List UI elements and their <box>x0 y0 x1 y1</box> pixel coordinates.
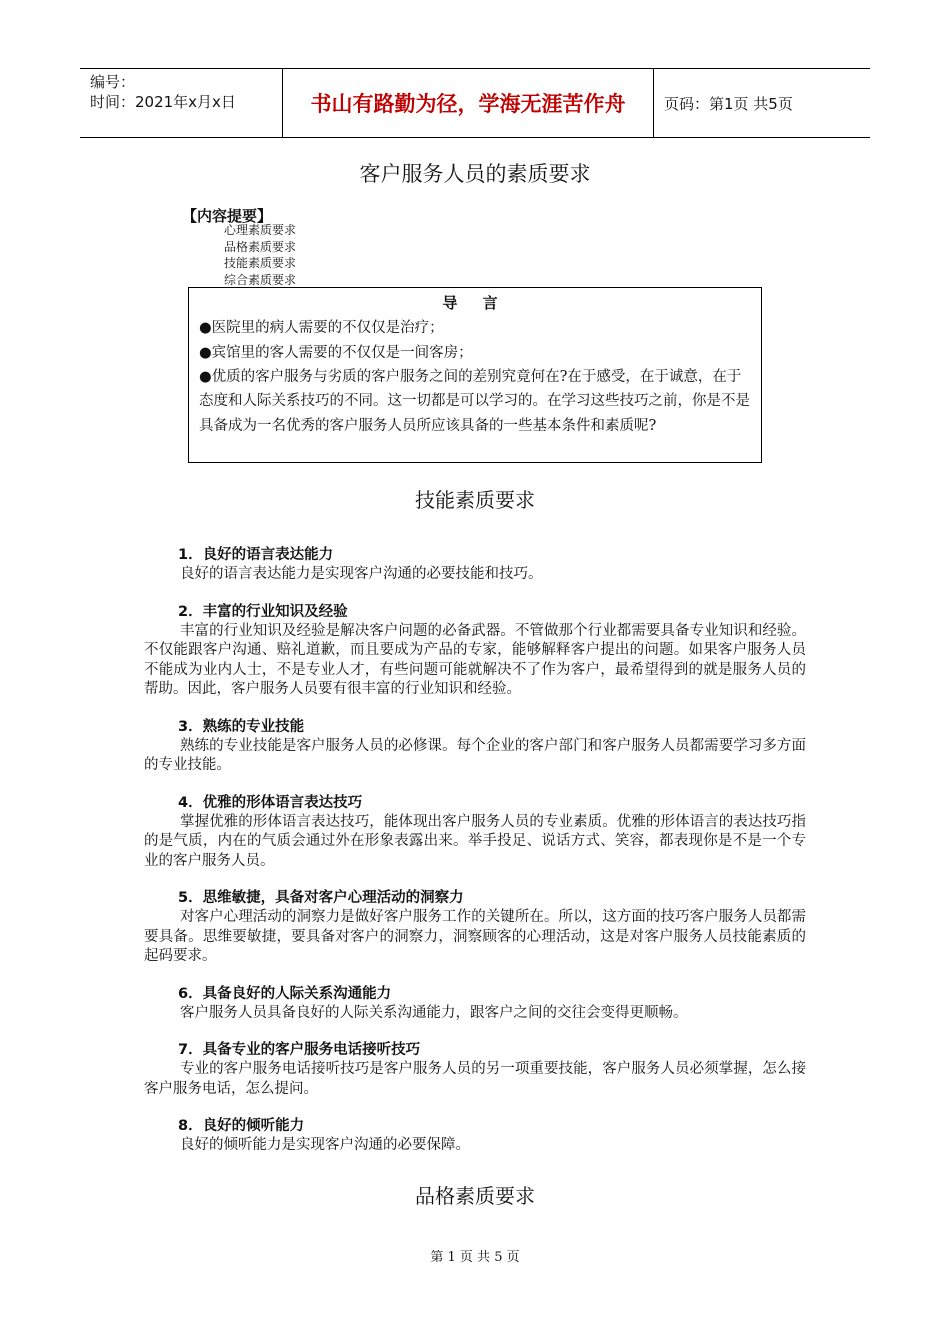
summary-item: 心理素质要求 <box>224 223 297 237</box>
skill-heading: 6．具备良好的人际关系沟通能力 <box>178 985 392 1002</box>
skill-item <box>144 718 806 776</box>
intro-paragraph: ●优质的客户服务与劣质的客户服务之间的差别究竟何在?在于感受，在于诚意，在于态度和人际关系技巧的不同。这一切都是可以学习的。在学习这些技巧之前，你是不是具备成为一名优秀的客户服务人员所应该具备的一些基本条件和素质呢? <box>199 369 750 434</box>
skill-body: 专业的客户服务电话接听技巧是客户服务人员的另一项重要技能，客户服务人员必须掌握，怎么接客户服务电话，怎么提问。 <box>144 1061 806 1097</box>
skill-heading: 2．丰富的行业知识及经验 <box>178 603 348 620</box>
summary-heading: 【内容提要】 <box>182 207 273 225</box>
skill-heading: 3．熟练的专业技能 <box>178 718 305 735</box>
skill-item <box>144 546 806 585</box>
header-meta <box>80 69 282 137</box>
skill-item <box>144 794 806 872</box>
skill-item <box>144 603 806 700</box>
header-motto: 书山有路勤为径，学海无涯苦作舟 <box>282 69 654 137</box>
skill-heading: 1．良好的语言表达能力 <box>178 547 334 563</box>
section-title-character: 品格素质要求 <box>415 1184 535 1208</box>
time-label: 时间：2021年x月x日 <box>90 93 236 111</box>
document-title: 客户服务人员的素质要求 <box>359 162 591 186</box>
skill-body: 熟练的专业技能是客户服务人员的必修课。每个企业的客户部门和客户服务人员都需要学习多方面的专业技能。 <box>144 737 806 773</box>
intro-bullet: ●宾馆里的客人需要的不仅仅是一间客房； <box>199 344 473 361</box>
intro-box <box>188 287 762 463</box>
section-title-skills: 技能素质要求 <box>415 488 535 512</box>
skill-body: 良好的倾听能力是实现客户沟通的必要保障。 <box>180 1137 470 1153</box>
skill-body: 客户服务人员具备良好的人际关系沟通能力，跟客户之间的交往会变得更顺畅。 <box>180 1004 688 1021</box>
skills-list <box>144 546 806 1156</box>
summary-item: 技能素质要求 <box>224 256 297 270</box>
skill-heading: 4．优雅的形体语言表达技巧 <box>178 794 363 811</box>
skill-body: 对客户心理活动的洞察力是做好客户服务工作的关键所在。所以，这方面的技巧客户服务人员都需要具备。思维要敏捷，要具备对客户的洞察力，洞察顾客的心理活动，这是对客户服务人员技能素质的起码要求。 <box>144 909 806 964</box>
intro-title: 导 言 <box>442 294 508 312</box>
header-table <box>80 68 870 138</box>
skill-item <box>144 889 806 967</box>
header-page-info: 页码：第1页 共5页 <box>664 94 793 113</box>
skill-body: 丰富的行业知识及经验是解决客户问题的必备武器。不管做那个行业都需要具备专业知识和经验。不仅能跟客户沟通、赔礼道歉，而且要成为产品的专家，能够解释客户提出的问题。如果客户服务人员不能成为业内人士，不是专业人才，有些问题可能就解决不了作为客户，最希望得到的就是服务人员的帮助。因此，客户服务人员要有很丰富的行业知识和经验。 <box>144 622 806 697</box>
skill-body: 良好的语言表达能力是实现客户沟通的必要技能和技巧。 <box>180 566 543 582</box>
skill-heading: 8．良好的倾听能力 <box>178 1118 305 1134</box>
summary-list <box>224 222 296 288</box>
summary-item: 品格素质要求 <box>224 239 297 254</box>
summary-item: 综合素质要求 <box>224 272 297 287</box>
skill-item <box>144 985 806 1024</box>
number-label: 编号： <box>90 73 136 91</box>
skill-body: 掌握优雅的形体语言表达技巧，能体现出客户服务人员的专业素质。优雅的形体语言的表达技巧指的是气质，内在的气质会通过外在形象表露出来。举手投足、说话方式、笑容，都表现你是不是一个专业的客户服务人员。 <box>144 813 806 869</box>
skill-heading: 5．思维敏捷，具备对客户心理活动的洞察力 <box>178 890 464 906</box>
skill-heading: 7．具备专业的客户服务电话接听技巧 <box>178 1042 421 1058</box>
page-footer: 第 1 页 共 5 页 <box>430 1250 520 1265</box>
skill-item <box>144 1041 806 1099</box>
intro-bullet: ●医院里的病人需要的不仅仅是治疗； <box>199 320 444 336</box>
skill-item <box>144 1117 806 1156</box>
